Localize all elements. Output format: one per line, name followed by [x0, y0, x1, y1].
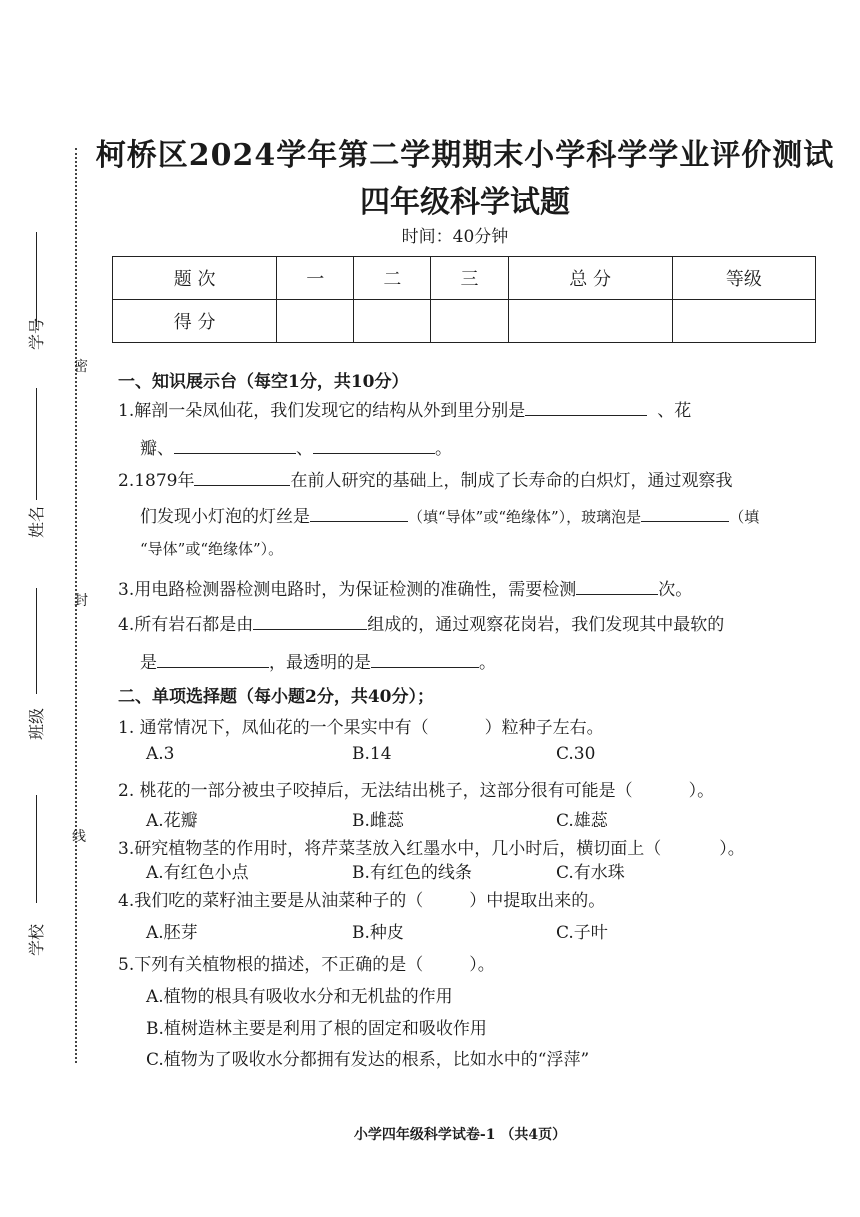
mc1-stem-a: 1. 通常情况下，凤仙花的一个果实中有（	[118, 718, 429, 738]
mc2-option-c[interactable]: C.雄蕊	[556, 811, 608, 831]
score-header-cell: 二	[354, 257, 431, 300]
q2-text-c: 们发现小灯泡的灯丝是	[140, 507, 310, 527]
mc-question-2	[118, 776, 714, 801]
score-cell[interactable]	[354, 300, 431, 343]
mc4-stem-a: 4.我们吃的菜籽油主要是从油菜种子的（	[118, 891, 424, 911]
section2-heading: 二、单项选择题（每小题2分，共40分）；	[118, 687, 434, 707]
mc4-option-c[interactable]: C.子叶	[556, 923, 608, 943]
score-cell[interactable]	[431, 300, 508, 343]
answer-blank[interactable]	[174, 437, 296, 454]
mc5-stem-b: ）。	[469, 955, 495, 975]
mc3-option-a[interactable]: A.有红色小点	[146, 863, 249, 883]
q4-text-b: 组成的，通过观察花岗岩，我们发现其中最软的	[367, 615, 725, 635]
score-header-cell: 总 分	[508, 257, 672, 300]
question-4-cont	[140, 648, 496, 673]
score-header-cell: 三	[431, 257, 508, 300]
mc5-stem-a: 5.下列有关植物根的描述，不正确的是（	[118, 955, 424, 975]
q2-text-f: “导体”或“绝缘体”）。	[140, 540, 284, 558]
mc4-stem-b: ）中提取出来的。	[469, 891, 606, 911]
mc3-stem-b: ）。	[719, 839, 745, 859]
student-id-label: 学号	[27, 317, 46, 350]
q2-text-b: 在前人研究的基础上，制成了长寿命的白炽灯，通过观察我	[290, 471, 733, 491]
score-row-label: 得 分	[113, 300, 277, 343]
question-2-cont2	[140, 538, 283, 559]
mc2-stem-b: ）。	[688, 781, 715, 801]
page-footer: 小学四年级科学试卷-1 （共4页）	[353, 1127, 567, 1143]
q2-text-e: （填	[729, 508, 760, 526]
mc1-option-b[interactable]: B.14	[352, 744, 392, 764]
mc2-option-b[interactable]: B.雌蕊	[352, 811, 404, 831]
q4-text-d: ，最透明的是	[269, 653, 371, 673]
q3-text-b: 次。	[658, 580, 693, 600]
score-cell[interactable]	[277, 300, 354, 343]
mc5-option-a[interactable]: A.植物的根具有吸收水分和无机盐的作用	[146, 987, 453, 1007]
question-1	[118, 396, 691, 421]
mc2-stem-a: 2. 桃花的一部分被虫子咬掉后，无法结出桃子，这部分很有可能是（	[118, 781, 633, 801]
mc1-stem-b: ）粒种子左右。	[484, 718, 604, 738]
answer-blank[interactable]	[253, 613, 367, 630]
seal-char-xian: 线	[72, 829, 86, 845]
q2-text-a: 2.1879年	[118, 471, 195, 491]
score-header-cell: 题 次	[113, 257, 277, 300]
q4-text-e: 。	[479, 653, 496, 673]
q3-text-a: 3.用电路检测器检测电路时，为保证检测的准确性，需要检测	[118, 580, 577, 600]
section1-heading: 一、知识展示台（每空1分，共10分）	[118, 372, 409, 392]
answer-blank[interactable]	[525, 399, 647, 416]
mc1-option-c[interactable]: C.30	[556, 744, 596, 764]
mc-question-3	[118, 834, 745, 859]
mc2-option-a[interactable]: A.花瓣	[146, 811, 198, 831]
school-label: 学校	[27, 923, 46, 956]
answer-blank[interactable]	[157, 651, 269, 668]
q1-text-a: 1.解剖一朵凤仙花，我们发现它的结构从外到里分别是	[118, 401, 526, 421]
q4-text-a: 4.所有岩石都是由	[118, 615, 254, 635]
score-header-cell: 一	[277, 257, 354, 300]
exam-subtitle: 四年级科学试题	[360, 185, 570, 220]
seal-char-mi: 密	[74, 359, 88, 375]
class-line	[36, 588, 37, 694]
answer-blank[interactable]	[310, 505, 408, 522]
score-cell[interactable]	[508, 300, 672, 343]
mc5-option-c[interactable]: C.植物为了吸收水分都拥有发达的根系，比如水中的“浮萍”	[146, 1050, 590, 1070]
mc3-option-c[interactable]: C.有水珠	[556, 863, 625, 883]
mc3-option-b[interactable]: B.有红色的线条	[352, 863, 472, 883]
q4-text-c: 是	[140, 653, 157, 673]
q1-text-c: 瓣、	[140, 439, 174, 459]
mc-question-4	[118, 886, 605, 911]
q2-text-d: （填“导体”或“绝缘体”），玻璃泡是	[408, 508, 642, 526]
mc4-option-a[interactable]: A.胚芽	[146, 923, 198, 943]
score-header-cell: 等级	[672, 257, 815, 300]
question-4	[118, 610, 724, 635]
answer-blank[interactable]	[194, 469, 290, 486]
mc-question-5	[118, 950, 495, 975]
seal-char-feng: 封	[74, 593, 88, 609]
answer-blank[interactable]	[313, 437, 435, 454]
question-3	[118, 575, 692, 600]
mc4-option-b[interactable]: B.种皮	[352, 923, 404, 943]
mc-question-1	[118, 713, 604, 738]
name-line	[36, 388, 37, 500]
school-line	[36, 795, 37, 903]
question-1-cont	[140, 434, 452, 459]
exam-title: 柯桥区2024学年第二学期期末小学科学学业评价测试	[95, 138, 835, 173]
question-2	[118, 466, 732, 491]
mc3-stem-a: 3.研究植物茎的作用时，将芹菜茎放入红墨水中，几小时后，横切面上（	[118, 839, 662, 859]
q1-text-d: 、	[296, 439, 313, 459]
score-cell[interactable]	[672, 300, 815, 343]
name-label: 姓名	[27, 505, 46, 538]
class-label: 班级	[27, 707, 46, 740]
question-2-cont	[140, 502, 759, 527]
q1-text-b: 、花	[657, 401, 692, 421]
mc1-option-a[interactable]: A.3	[146, 744, 175, 764]
answer-blank[interactable]	[641, 505, 729, 522]
exam-time: 时间：40分钟	[401, 227, 509, 247]
q1-text-e: 。	[435, 439, 452, 459]
answer-blank[interactable]	[371, 651, 479, 668]
score-table	[112, 256, 816, 343]
mc5-option-b[interactable]: B.植树造林主要是利用了根的固定和吸收作用	[146, 1019, 487, 1039]
answer-blank[interactable]	[576, 578, 658, 595]
